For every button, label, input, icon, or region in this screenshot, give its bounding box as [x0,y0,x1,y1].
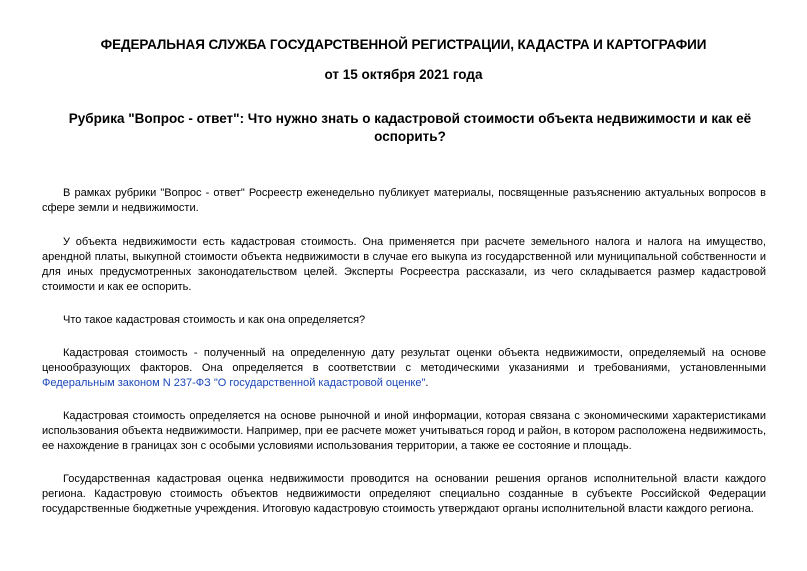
paragraph-cadastral-value: У объекта недвижимости есть кадастровая стоимость. Она применяется при расчете земельного налога и налога на имущество, арендной платы, выкупной стоимости объекта недвижимости в случае его выкупа из государственной или муниципальной собственности и для иных предусмотренных законодательством целей. Эксперты Росреестра рассказали, из чего складывается размер кадастровой стоимости и как ее оспорить. [42,236,766,293]
paragraph-intro: В рамках рубрики "Вопрос - ответ" Росреестр еженедельно публикует материалы, посвященные разъяснению актуальных вопросов в сфере земли и недвижимости. [42,187,766,214]
article-title: Рубрика "Вопрос - ответ": Что нужно знать о кадастровой стоимости объекта недвижимости и как её оспорить? [68,111,752,144]
definition-text: Кадастровая стоимость - полученный на определенную дату результат оценки объекта недвижимости, определяемый на основе ценообразующих факторов. Она определяется в соответствии с методическими указаниями и требованиями, установленными [42,347,766,374]
paragraph-question: Что такое кадастровая стоимость и как она определяется? [63,314,366,326]
agency-name: ФЕДЕРАЛЬНАЯ СЛУЖБА ГОСУДАРСТВЕННОЙ РЕГИСТРАЦИИ, КАДАСТРА И КАРТОГРАФИИ [100,37,707,52]
paragraph-state-assessment: Государственная кадастровая оценка недвижимости проводится на основании решения органов исполнительной власти каждого региона. Кадастровую стоимость объектов недвижимости определяют специально созданные в субъекте Российской Федерации государственные бюджетные учреждения. Итоговую кадастровую стоимость утверждают органы исполнительной власти каждого региона. [42,473,766,515]
document-date: от 15 октября 2021 года [324,67,483,82]
paragraph-definition [42,346,766,391]
federal-law-link[interactable]: Федеральным законом N 237-ФЗ "О государственной кадастровой оценке" [42,377,426,389]
paragraph-market-info: Кадастровая стоимость определяется на основе рыночной и иной информации, которая связана с экономическими характеристиками использования объекта недвижимости. Например, при ее расчете может учитываться город и район, в котором расположена недвижимость, ее нахождение в границах зон с особыми условиями использования территории, а также ее состояние и площадь. [42,410,766,452]
article-body [42,186,766,517]
definition-end: . [425,377,429,389]
